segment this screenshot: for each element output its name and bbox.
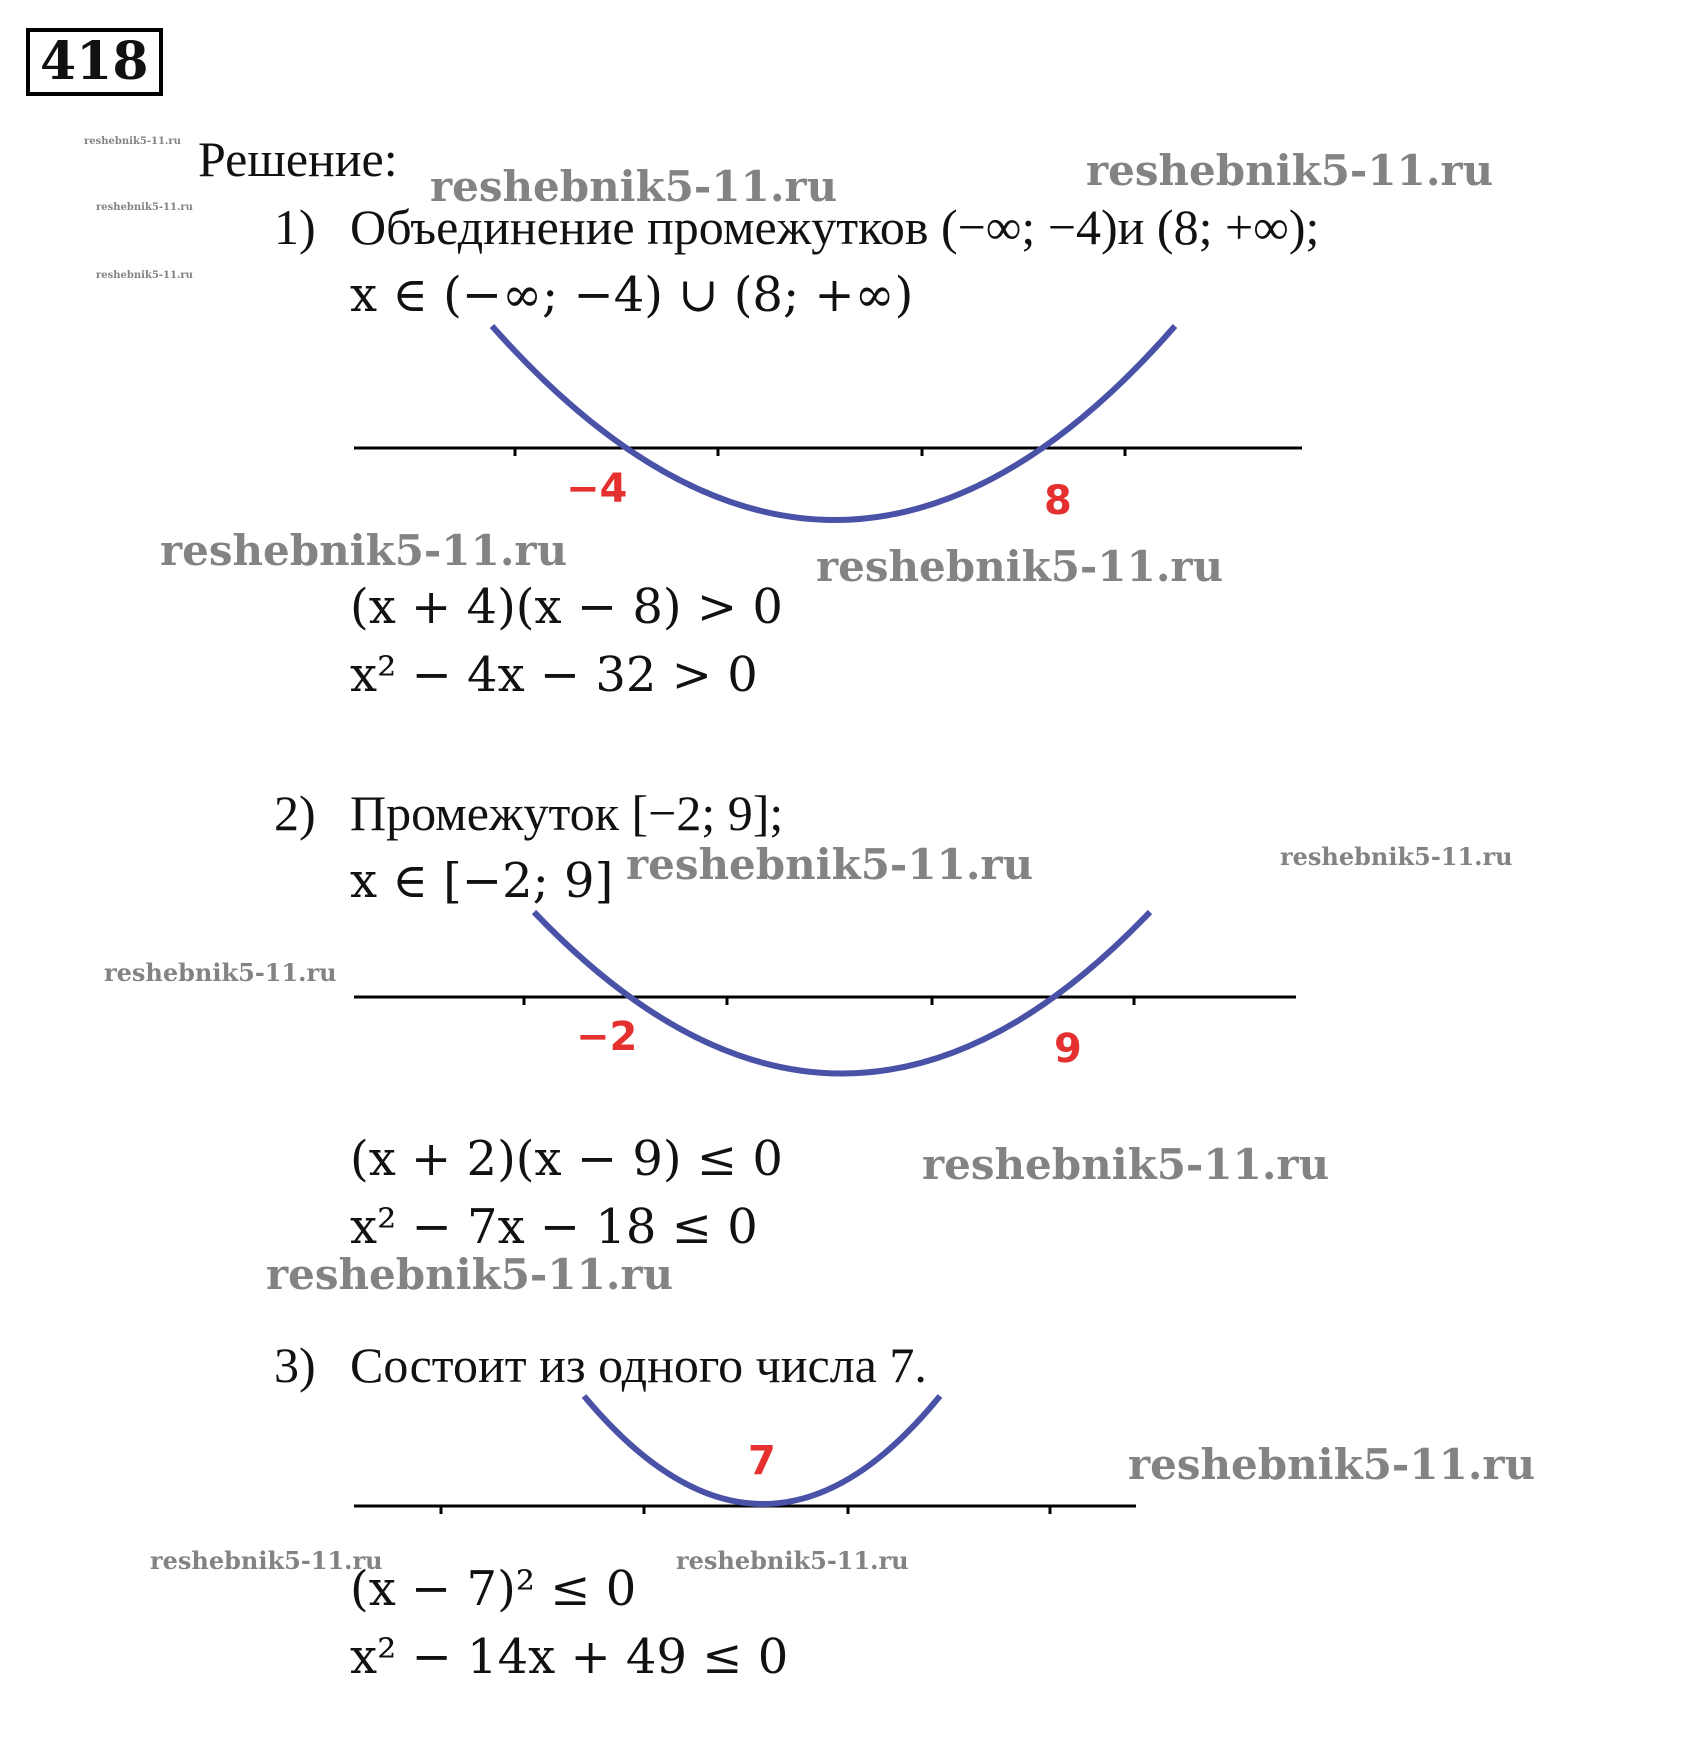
- root-label: −2: [576, 1014, 638, 1060]
- part-1-text: Объединение промежутков (−∞; −4)и (8; +∞);: [350, 199, 1320, 255]
- part-2-text: Промежуток [−2; 9];: [350, 785, 784, 841]
- part-3-number: 3): [274, 1337, 316, 1393]
- part-2-inequality-1: (x + 2)(x − 9) ≤ 0: [350, 1131, 783, 1187]
- watermark: reshebnik5-11.ru: [96, 202, 193, 213]
- part-1-set: x ∈ (−∞; −4) ∪ (8; +∞): [350, 267, 914, 323]
- graph-2: [354, 912, 1296, 1074]
- problem-number: 418: [26, 28, 163, 96]
- part-2-set: x ∈ [−2; 9]: [350, 853, 614, 909]
- part-3-inequality-1: (x − 7)² ≤ 0: [350, 1561, 637, 1617]
- watermark: reshebnik5-11.ru: [922, 1140, 1330, 1189]
- part-1-inequality-2: x² − 4x − 32 > 0: [350, 647, 758, 703]
- graph-3: [354, 1396, 1136, 1514]
- root-label: 7: [748, 1438, 776, 1484]
- watermark: reshebnik5-11.ru: [150, 1546, 383, 1575]
- root-label: −4: [566, 466, 628, 512]
- watermark: reshebnik5-11.ru: [104, 958, 337, 987]
- part-2-inequality-2: x² − 7x − 18 ≤ 0: [350, 1199, 758, 1255]
- graph-1: [354, 326, 1302, 524]
- part-1-number: 1): [274, 199, 316, 255]
- part-1-inequality-1: (x + 4)(x − 8) > 0: [350, 579, 783, 635]
- watermark: reshebnik5-11.ru: [626, 840, 1034, 889]
- watermark: reshebnik5-11.ru: [84, 136, 181, 147]
- part-2-number: 2): [274, 785, 316, 841]
- watermark: reshebnik5-11.ru: [1086, 146, 1494, 195]
- part-3-inequality-2: x² − 14x + 49 ≤ 0: [350, 1629, 789, 1685]
- watermark: reshebnik5-11.ru: [816, 542, 1224, 591]
- watermark: reshebnik5-11.ru: [430, 162, 838, 211]
- part-3-text: Состоит из одного числа 7.: [350, 1337, 927, 1393]
- watermark: reshebnik5-11.ru: [160, 526, 568, 575]
- watermark: reshebnik5-11.ru: [1280, 842, 1513, 871]
- watermark: reshebnik5-11.ru: [676, 1546, 909, 1575]
- root-label: 9: [1054, 1026, 1082, 1072]
- watermark: reshebnik5-11.ru: [1128, 1440, 1536, 1489]
- watermark: reshebnik5-11.ru: [266, 1250, 674, 1299]
- root-label: 8: [1044, 478, 1072, 524]
- solution-heading: Решение:: [198, 131, 398, 187]
- watermark: reshebnik5-11.ru: [96, 270, 193, 281]
